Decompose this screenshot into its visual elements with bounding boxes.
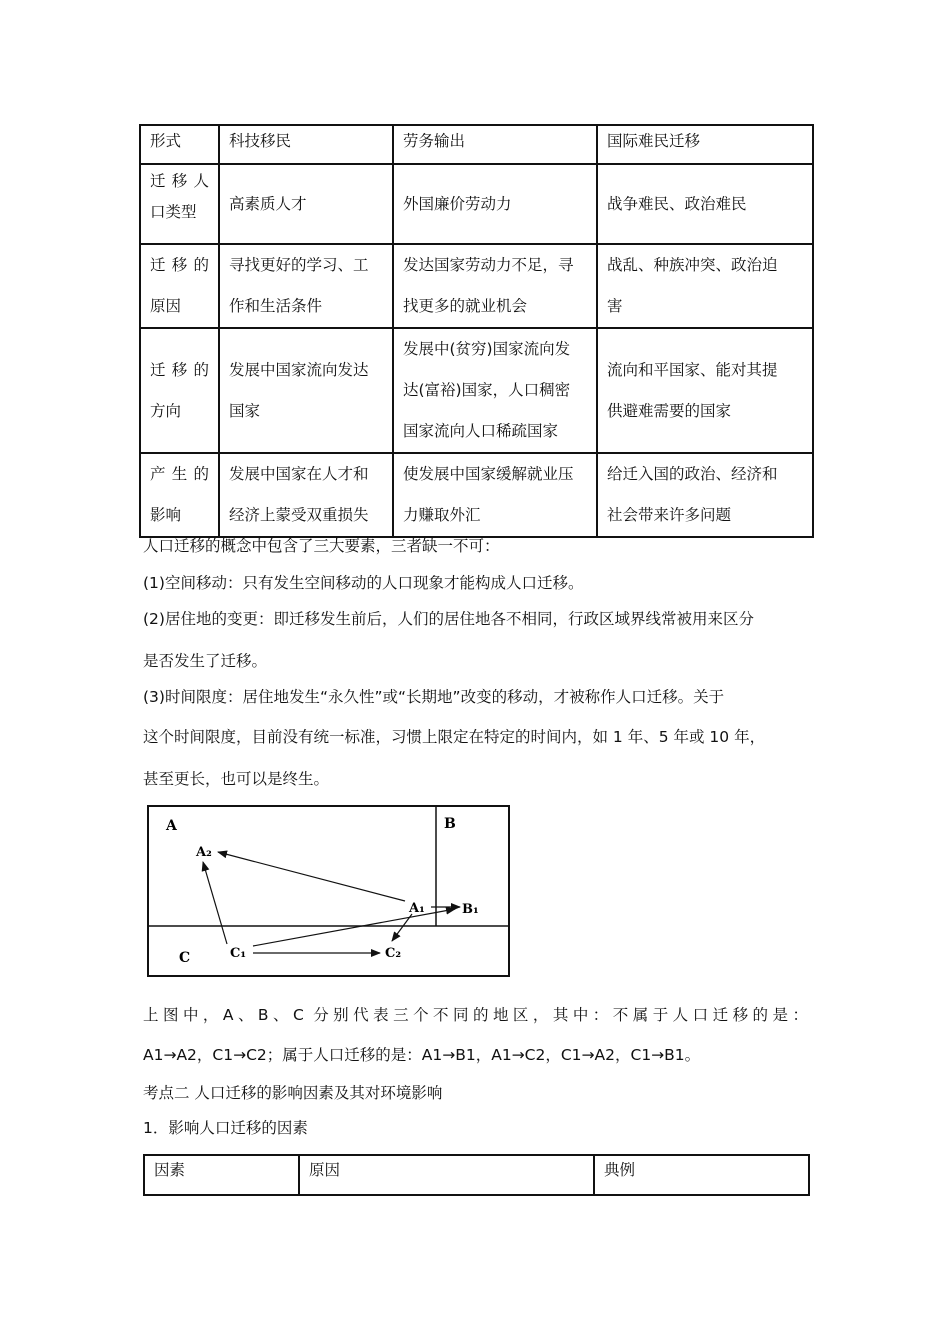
- paragraph-item-2-line-1: (2)居住地的变更：即迁移发生前后，人们的居住地各不相同，行政区域界线常被用来区分: [143, 610, 754, 628]
- table-cell: 战乱、种族冲突、政治迫 害: [597, 244, 813, 328]
- header-cell: 形式: [140, 125, 219, 164]
- header-cell: 因素: [144, 1155, 299, 1195]
- table-cell: 发展中国家在人才和 经济上蒙受双重损失: [219, 453, 393, 537]
- label-c1: C₁: [230, 946, 247, 961]
- row-label: 迁 移 人 口类型: [140, 164, 219, 244]
- header-cell: 原因: [299, 1155, 594, 1195]
- diagram-explanation-line-2: A1→A2，C1→C2；属于人口迁移的是：A1→B1，A1→C2，C1→A2，C1→B1。: [143, 1046, 701, 1064]
- section-title: 考点二 人口迁移的影响因素及其对环境影响: [143, 1084, 443, 1102]
- label-a2: A₂: [196, 845, 212, 860]
- row-label: 产 生 的 影响: [140, 453, 219, 537]
- table-cell: 外国廉价劳动力: [393, 164, 597, 244]
- paragraph-item-3-line-2: 这个时间限度，目前没有统一标准，习惯上限定在特定的时间内，如 1 年、5 年或 10 年，: [143, 728, 766, 746]
- arrow-a1-to-c2: [392, 914, 412, 941]
- table-cell: 使发展中国家缓解就业压 力赚取外汇: [393, 453, 597, 537]
- paragraph-intro: 人口迁移的概念中包含了三大要素，三者缺一不可：: [143, 537, 500, 555]
- paragraph-item-2-line-2: 是否发生了迁移。: [143, 652, 268, 670]
- table-cell: 战争难民、政治难民: [597, 164, 813, 244]
- diagram-explanation-line-1: 上图中，A、B、C 分别代表三个不同的地区，其中：不属于人口迁移的是：: [143, 1006, 808, 1024]
- label-b1: B₁: [462, 902, 479, 917]
- subsection-title: 1．影响人口迁移的因素: [143, 1119, 308, 1137]
- migration-factors-table: [143, 1154, 810, 1196]
- table-cell: 发展中国家流向发达 国家: [219, 328, 393, 453]
- header-cell: 科技移民: [219, 125, 393, 164]
- table-header-row: [144, 1155, 809, 1195]
- arrow-a1-to-a2: [218, 852, 405, 901]
- table-cell: 发达国家劳动力不足，寻 找更多的就业机会: [393, 244, 597, 328]
- label-region-c: C: [179, 950, 191, 966]
- table-cell: 寻找更好的学习、工 作和生活条件: [219, 244, 393, 328]
- table-cell: 高素质人才: [219, 164, 393, 244]
- row-label: 迁 移 的 方向: [140, 328, 219, 453]
- label-c2: C₂: [385, 946, 402, 961]
- table-cell: 流向和平国家、能对其提 供避难需要的国家: [597, 328, 813, 453]
- header-cell: 劳务输出: [393, 125, 597, 164]
- row-label: 迁 移 的 原因: [140, 244, 219, 328]
- label-region-a: A: [166, 818, 177, 834]
- paragraph-item-3-line-3: 甚至更长，也可以是终生。: [143, 770, 330, 788]
- label-region-b: B: [444, 816, 456, 832]
- header-cell: 国际难民迁移: [597, 125, 813, 164]
- table-cell: 给迁入国的政治、经济和 社会带来许多问题: [597, 453, 813, 537]
- arrow-c1-to-a2: [203, 862, 227, 944]
- header-cell: 典例: [594, 1155, 809, 1195]
- paragraph-item-1: (1)空间移动：只有发生空间移动的人口现象才能构成人口迁移。: [143, 574, 584, 592]
- table-cell: 发展中(贫穷)国家流向发 达(富裕)国家，人口稠密 国家流向人口稀疏国家: [393, 328, 597, 453]
- paragraph-item-3-line-1: (3)时间限度：居住地发生“永久性”或“长期地”改变的移动，才被称作人口迁移。关于: [143, 688, 725, 706]
- label-a1: A₁: [409, 901, 425, 916]
